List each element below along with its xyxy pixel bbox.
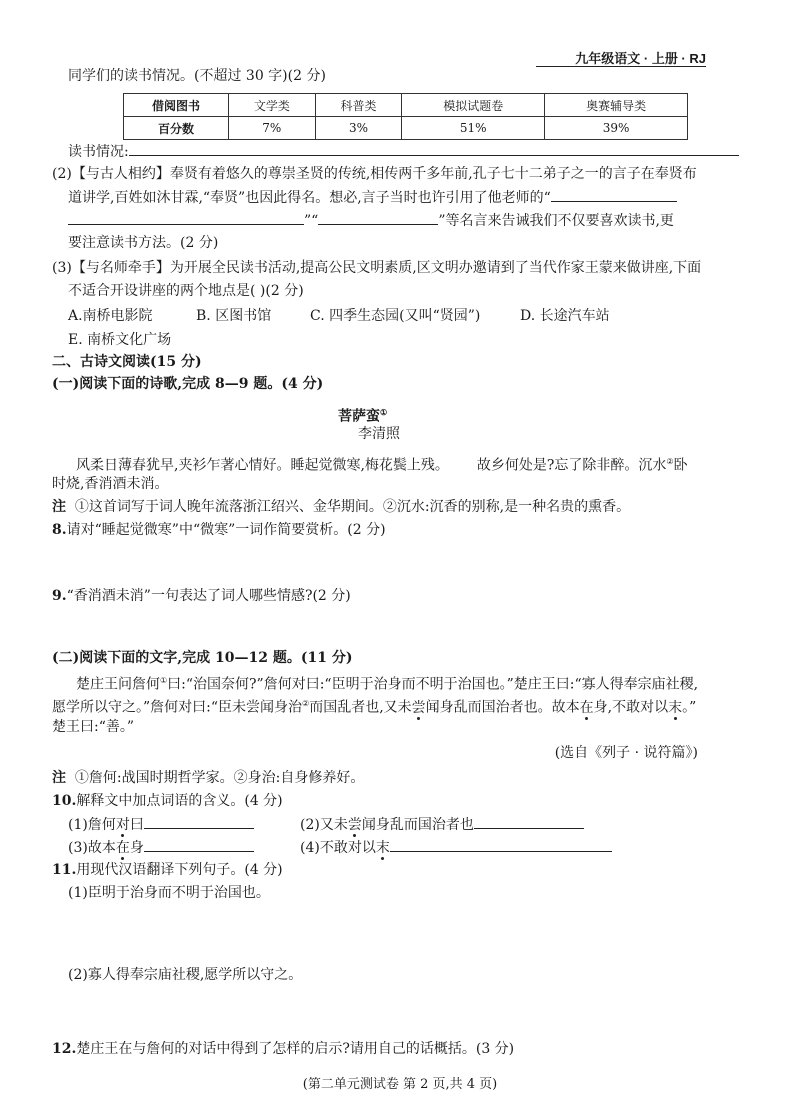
answer-label: 读书情况: [68, 144, 129, 160]
quote-blank-1[interactable] [551, 187, 677, 202]
table-header-cell: 模拟试题卷 [402, 94, 545, 117]
table-header-cell: 奥赛辅导类 [545, 94, 688, 117]
q10-item-4 [300, 837, 612, 858]
poem-line1-part1: 风柔日薄春犹早,夹衫乍著心情好。睡起觉微寒,梅花鬓上残。 [76, 457, 449, 474]
part1-heading: (一)阅读下面的诗歌,完成 8—9 题。(4 分) [52, 376, 324, 392]
answer-blank[interactable] [144, 837, 254, 852]
quote-blank-3[interactable] [318, 210, 438, 225]
q9-answer-area[interactable] [52, 610, 742, 646]
passage-text: 愿学所以守之。”詹何对曰:“臣未尝闻身治 [52, 699, 303, 716]
table-header-cell: 借阅图书 [124, 94, 229, 117]
note-label: 注 [52, 499, 66, 515]
page-footer: (第二单元测试卷 第 2 页,共 4 页) [302, 1077, 498, 1092]
q2-line1: (2)【与古人相约】奉贤有着悠久的尊崇圣贤的传统,相传两千多年前,孔子七十二弟子之一的言子在奉贤布 [52, 166, 697, 182]
q3-line1: (3)【与名师牵手】为开展全民读书活动,提高公民文明素质,区文明办邀请到了当代作家王蒙来做讲座,下面 [52, 260, 702, 276]
q9 [52, 586, 351, 606]
dotted-word: 在 [115, 840, 130, 856]
option-e: E. 南桥文化广场 [68, 332, 172, 348]
note-label: 注 [52, 770, 66, 786]
passage-line2 [52, 694, 696, 718]
poem-note [52, 497, 630, 517]
table-row [124, 94, 688, 117]
item-text: 身 [129, 840, 144, 856]
question-number: 8. [52, 522, 67, 538]
poem-author: 李清照 [358, 426, 400, 442]
q10-item-2 [300, 814, 584, 835]
question-text: 请对“睡起觉微寒”中“微寒”一词作简要赏析。(2 分) [66, 522, 386, 538]
passage-text: 曰:“治国奈何?”詹何对曰:“臣明于治身而不明于治国也。”楚庄王曰:“寡人得奉宗庙社稷, [167, 676, 699, 693]
dotted-word: 尝 [347, 817, 362, 833]
passage-text: 楚庄王问詹何 [76, 676, 160, 693]
passage-text: 而国乱者也,又未 [309, 699, 412, 716]
quote-blank-2[interactable] [68, 210, 304, 225]
answer-line[interactable] [68, 141, 739, 162]
footnote-marker: ① [380, 407, 388, 417]
question-text: 楚庄王在与詹何的对话中得到了怎样的启示?请用自己的话概括。(3 分) [76, 1041, 515, 1057]
section-heading: 二、古诗文阅读(15 分) [52, 354, 202, 370]
dotted-word: 对 [115, 817, 130, 833]
q11-answer-area-1[interactable] [68, 906, 738, 962]
q11-sentence-1: (1)臣明于治身而不明于治国也。 [68, 885, 270, 901]
option-c: C. 四季生态园(又叫“贤园”) [310, 308, 481, 324]
note-text: ①詹何:战国时期哲学家。②身治:自身修养好。 [74, 770, 365, 786]
passage-note [52, 768, 364, 788]
option-a: A.南桥电影院 [68, 308, 153, 324]
question-text: 用现代汉语翻译下列句子。(4 分) [76, 862, 283, 878]
table-header-cell: 文学类 [229, 94, 316, 117]
item-text: 闻身乱而国治者也 [361, 817, 474, 833]
poem-line2: 时烧,香消酒未消。 [52, 476, 169, 492]
q10-item-1 [68, 814, 254, 835]
answer-blank[interactable] [129, 141, 739, 156]
answer-blank[interactable] [144, 814, 254, 829]
footnote-marker: ② [666, 457, 674, 466]
q10-item-3 [68, 837, 254, 858]
answer-blank[interactable] [390, 837, 612, 852]
q8-answer-area[interactable] [52, 544, 742, 584]
item-text: 曰 [129, 817, 144, 833]
table-cell: 7% [229, 117, 316, 140]
item-text: (1)詹何 [68, 817, 116, 833]
passage-text: 身,不敢对以 [593, 699, 669, 716]
q2-line2 [68, 187, 677, 208]
dotted-word: 末 [668, 699, 683, 716]
reading-stats-table [123, 93, 688, 140]
part2-heading: (二)阅读下面的文字,完成 10—12 题。(11 分) [52, 650, 353, 666]
table-cell: 39% [545, 117, 688, 140]
quote-separator: ”“ [304, 213, 319, 229]
q10 [52, 791, 283, 811]
q8 [52, 520, 386, 540]
question-number: 9. [52, 588, 67, 604]
table-row [124, 117, 688, 140]
item-text: (2)又未 [300, 817, 348, 833]
poem-line1 [76, 452, 688, 476]
q2-line3 [68, 210, 674, 231]
table-row-label: 百分数 [124, 117, 229, 140]
question-number: 10. [52, 793, 77, 809]
passage-line1 [76, 671, 698, 695]
q3-line2: 不适合开设讲座的两个地点是( )(2 分) [68, 283, 304, 299]
item-text: (3)故本 [68, 840, 116, 856]
option-b: B. 区图书馆 [196, 308, 272, 324]
question-intro: 同学们的读书情况。(不超过 30 字)(2 分) [68, 68, 326, 84]
footnote-marker: ① [160, 676, 168, 685]
table-cell: 51% [402, 117, 545, 140]
option-d: D. 长途汽车站 [520, 308, 610, 324]
q2-line3-text: ”等名言来告诫我们不仅要喜欢读书,更 [438, 213, 674, 229]
poem-title-text: 菩萨蛮 [338, 408, 380, 425]
poem-line1-part3: 卧 [673, 457, 688, 474]
question-number: 12. [52, 1041, 77, 1057]
dotted-word: 尝 [411, 699, 426, 716]
table-header-cell: 科普类 [315, 94, 402, 117]
q11-answer-area-2[interactable] [68, 988, 738, 1038]
passage-source: (选自《列子 · 说符篇》) [554, 745, 698, 761]
poem-title [338, 402, 387, 427]
question-text: 解释文中加点词语的含义。(4 分) [76, 793, 283, 809]
dotted-word: 末 [375, 840, 390, 856]
answer-blank[interactable] [474, 814, 584, 829]
note-text: ①这首词写于词人晚年流落浙江绍兴、金华期间。②沉水:沉香的别称,是一种名贵的熏香。 [74, 499, 631, 515]
page-header: 九年级语文 · 上册 · RJ [575, 51, 706, 66]
passage-text: 。” [682, 699, 697, 716]
q11-sentence-2: (2)寡人得奉宗庙社稷,愿学所以守之。 [68, 967, 303, 983]
footnote-marker: ② [302, 699, 310, 708]
passage-line3: 楚王曰:“善。” [52, 719, 135, 735]
q11 [52, 860, 283, 880]
question-text: “香消酒未消”一句表达了词人哪些情感?(2 分) [66, 588, 351, 604]
dotted-word: 在 [579, 699, 594, 716]
table-cell: 3% [315, 117, 402, 140]
poem-line1-part2: 故乡何处是?忘了除非醉。沉水 [476, 457, 667, 474]
q2-line4: 要注意读书方法。(2 分) [68, 235, 219, 251]
header-rule [536, 66, 706, 67]
item-text: (4)不敢对以 [300, 840, 376, 856]
q12 [52, 1039, 514, 1059]
q2-line2-text: 道讲学,百姓如沐甘霖,“奉贤”也因此得名。想必,言子当时也许引用了他老师的“ [68, 190, 551, 206]
question-number: 11. [52, 862, 77, 878]
passage-text: 闻身乱而国治者也。故本 [425, 699, 580, 716]
